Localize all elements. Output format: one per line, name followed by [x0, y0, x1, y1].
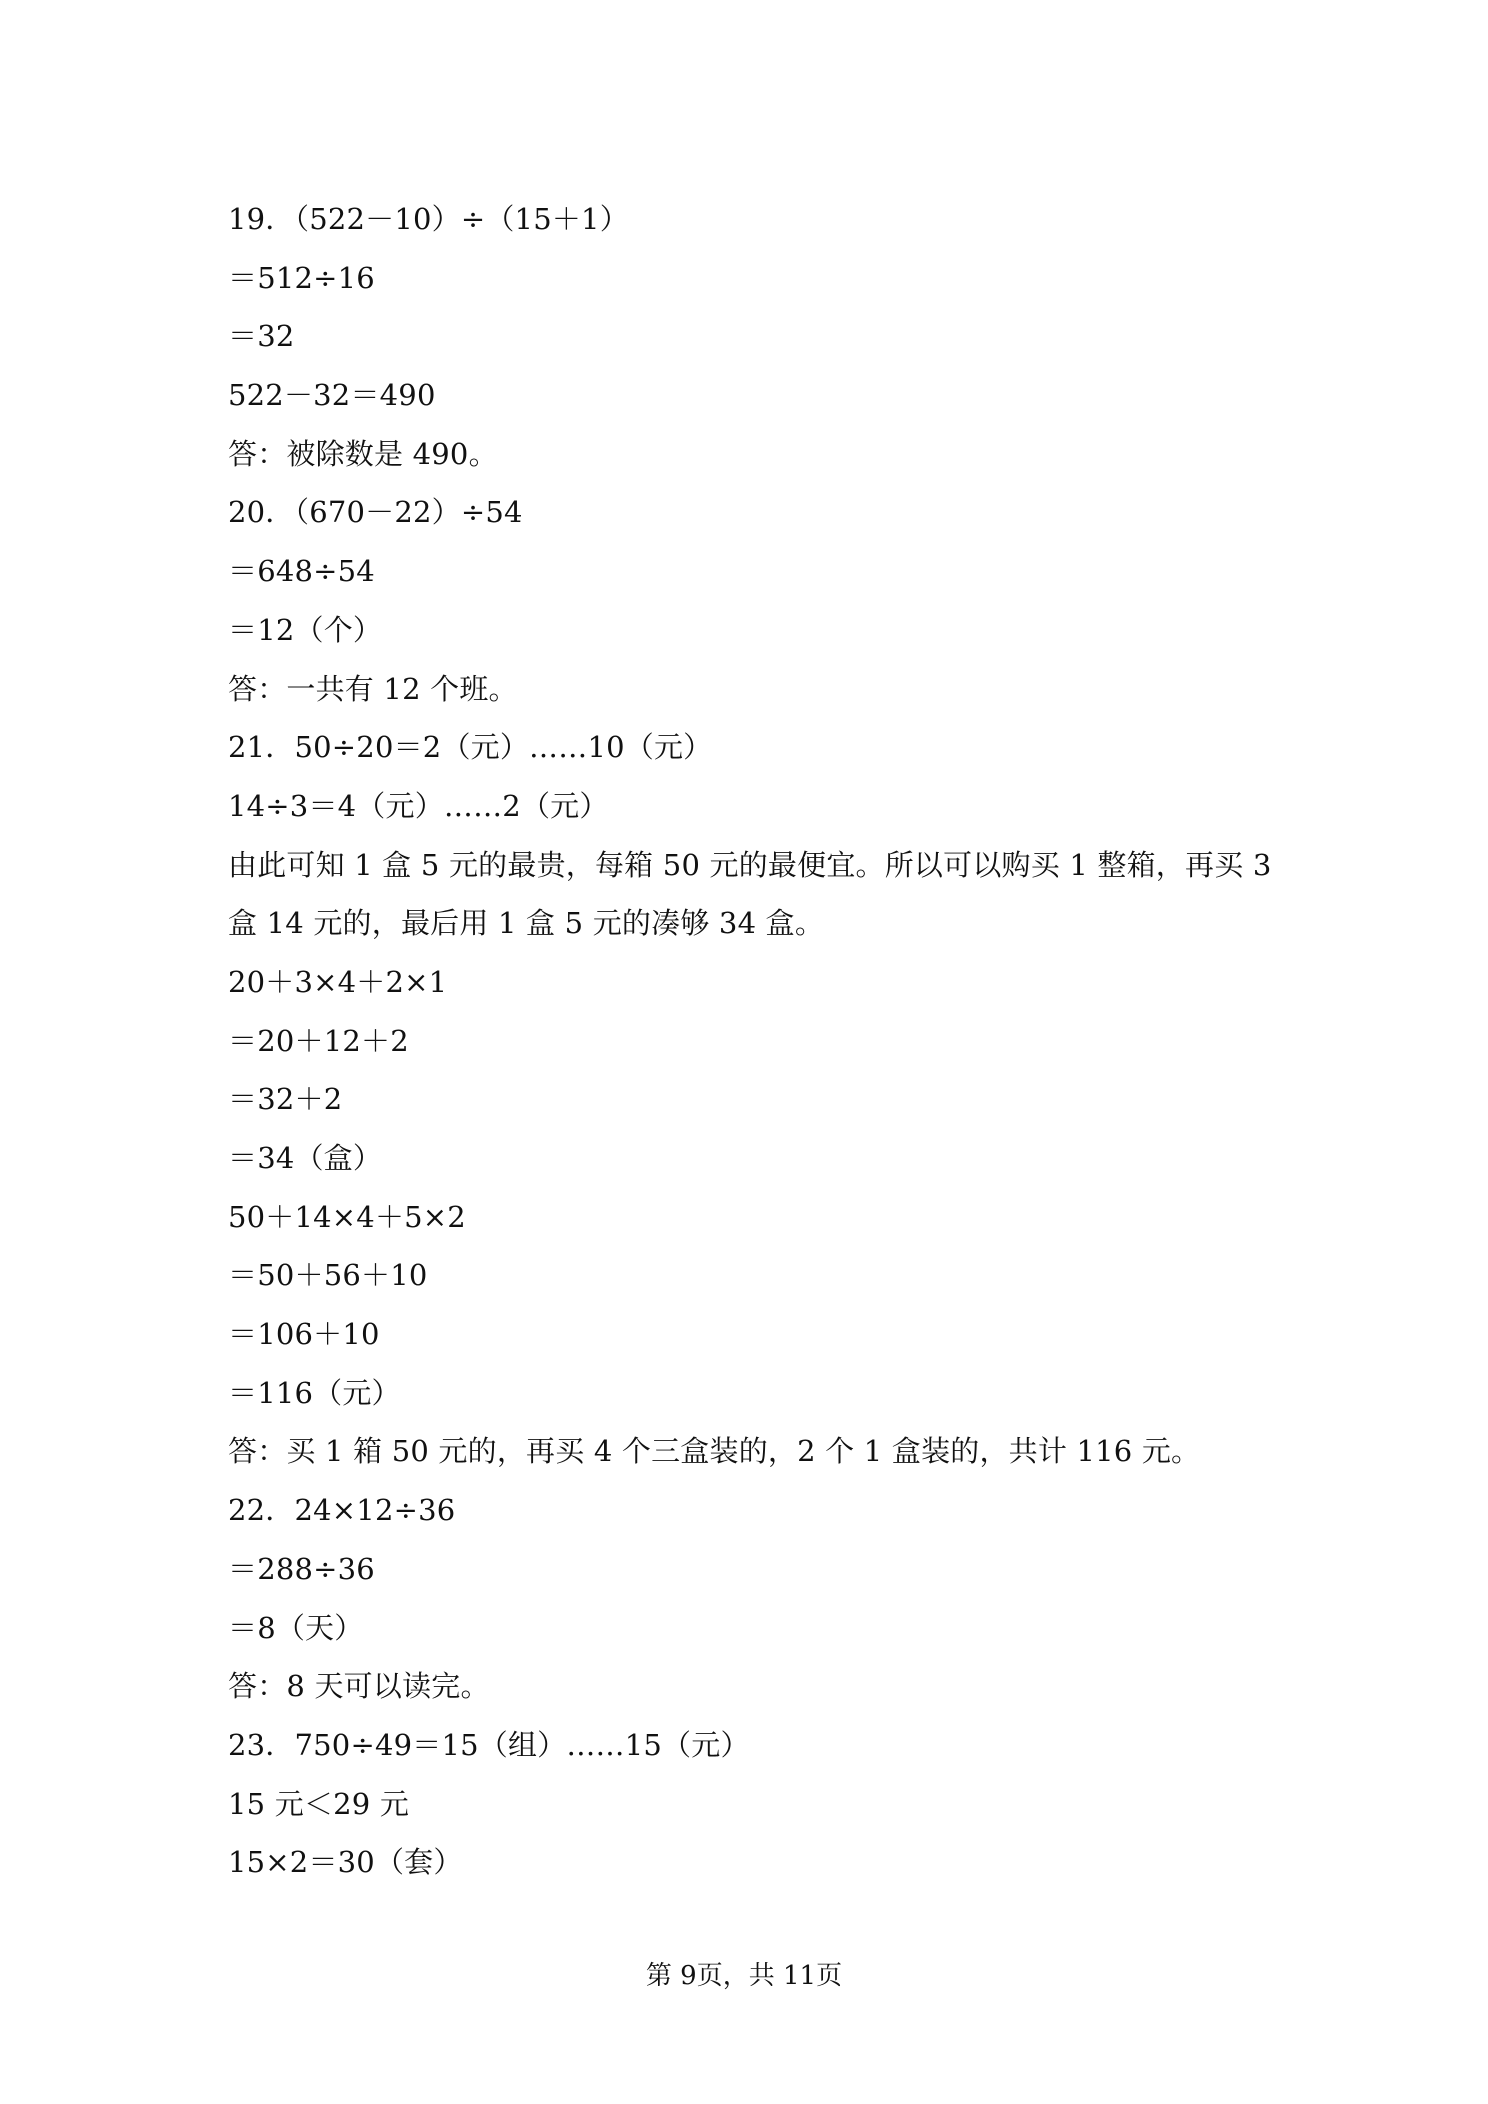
answer-line: 盒 14 元的，最后用 1 盒 5 元的凑够 34 盒。 [228, 906, 825, 941]
page-footer: 第 9页，共 11页 [645, 1961, 843, 1991]
answer-line: ＝34（盒） [228, 1141, 383, 1175]
answer-line: 22．24×12÷36 [228, 1493, 456, 1528]
answer-line: ＝32 [228, 319, 295, 354]
answer-line: ＝106＋10 [228, 1317, 380, 1352]
answer-line: 15 元＜29 元 [228, 1786, 410, 1821]
answer-line: 21．50÷20＝2（元）……10（元） [228, 730, 713, 765]
answer-content [228, 190, 1272, 1892]
answer-line: ＝116（元） [228, 1375, 401, 1410]
answer-line: 答：8 天可以读完。 [228, 1669, 490, 1704]
answer-line: 19．（522－10）÷（15＋1） [228, 202, 629, 236]
answer-line: ＝32＋2 [228, 1082, 343, 1117]
answer-line: ＝648÷54 [228, 554, 375, 589]
answer-line: 15×2＝30（套） [228, 1845, 463, 1880]
answer-line: 20．（670－22）÷54 [228, 495, 523, 530]
answer-line: 50＋14×4＋5×2 [228, 1199, 466, 1234]
answer-line: ＝20＋12＋2 [228, 1023, 409, 1058]
answer-line: 答：买 1 箱 50 元的，再买 4 个三盒装的，2 个 1 盒装的，共计 116 元。 [228, 1434, 1201, 1469]
answer-line: ＝50＋56＋10 [228, 1258, 428, 1293]
answer-line: 答：一共有 12 个班。 [228, 671, 518, 706]
answer-line: 14÷3＝4（元）……2（元） [228, 788, 609, 823]
answer-line: 答：被除数是 490。 [228, 436, 498, 471]
answer-line: ＝288÷36 [228, 1551, 375, 1586]
answer-line: 23．750÷49＝15（组）……15（元） [228, 1727, 750, 1762]
answer-line: ＝12（个） [228, 612, 383, 647]
answer-line: ＝512÷16 [228, 260, 375, 295]
answer-line: 由此可知 1 盒 5 元的最贵，每箱 50 元的最便宜。所以可以购买 1 整箱，再买 3 [228, 847, 1272, 882]
answer-line: 20＋3×4＋2×1 [228, 964, 448, 999]
answer-line: 522－32＝490 [228, 378, 436, 413]
answer-line: ＝8（天） [228, 1610, 364, 1645]
